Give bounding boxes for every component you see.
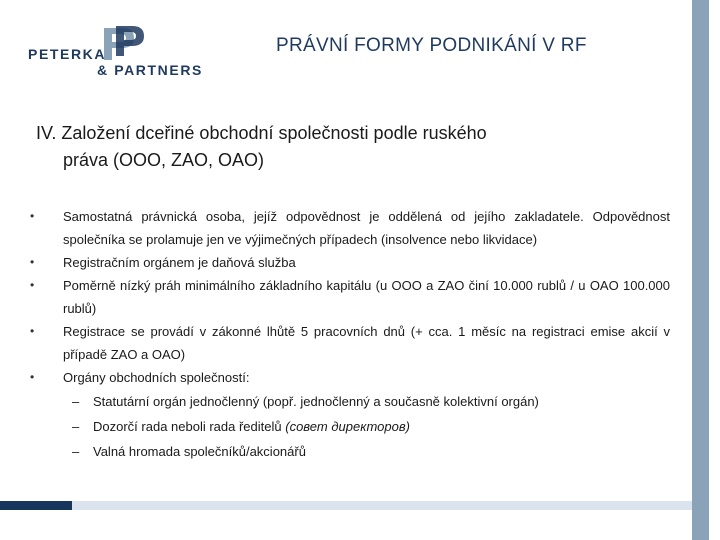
- bullet-marker: •: [30, 278, 35, 292]
- slide-title: PRÁVNÍ FORMY PODNIKÁNÍ V RF: [276, 35, 587, 56]
- dash-marker: –: [72, 444, 80, 459]
- section-heading: [36, 120, 662, 174]
- bullet-marker: •: [30, 255, 35, 269]
- list-item: [30, 205, 670, 251]
- list-item: [30, 274, 670, 320]
- sub-list-item: [63, 389, 670, 414]
- bottom-accent-light: [72, 501, 692, 510]
- list-item: [30, 320, 670, 366]
- dash-marker: –: [72, 394, 80, 409]
- bullet-text: Registrace se provádí v zákonné lhůtě 5 pracovních dnů (+ cca. 1 měsíc na registraci emise akcií v případě ZAO a OAO): [63, 324, 670, 362]
- pp-monogram-icon: [102, 26, 158, 62]
- heading-line1: IV. Založení dceřiné obchodní společnosti podle ruského: [36, 123, 487, 143]
- logo-line2: & PARTNERS: [97, 62, 203, 78]
- logo-line1: PETERKA: [28, 46, 107, 62]
- bullet-marker: •: [30, 324, 35, 338]
- sub-bullet-list: [63, 389, 670, 464]
- sub-bullet-text: Statutární orgán jednočlenný (popř. jednočlenný a současně kolektivní orgán): [93, 394, 539, 409]
- sub-bullet-text: Dozorčí rada neboli rada ředitelů: [93, 419, 286, 434]
- logo: [28, 26, 208, 78]
- sub-list-item: [63, 439, 670, 464]
- sub-list-item: [63, 414, 670, 439]
- bullet-text: Samostatná právnická osoba, jejíž odpovědnost je oddělená od jejího zakladatele. Odpovědnost společníka se prolamuje jen ve výjimečných případech (insolvence nebo likvidace): [63, 209, 670, 247]
- list-item: [30, 366, 670, 464]
- bullet-text: Orgány obchodních společností:: [63, 370, 250, 385]
- bullet-text: Registračním orgánem je daňová služba: [63, 255, 296, 270]
- right-accent-bar: [692, 0, 709, 540]
- dash-marker: –: [72, 419, 80, 434]
- bullet-marker: •: [30, 370, 35, 384]
- bullet-text: Poměrně nízký práh minimálního základního kapitálu (u OOO a ZAO činí 10.000 rublů / u OAO 100.000 rublů): [63, 278, 670, 316]
- list-item: [30, 251, 670, 274]
- heading-line2: práva (OOO, ZAO, OAO): [63, 150, 265, 170]
- sub-bullet-text: Valná hromada společníků/akcionářů: [93, 444, 306, 459]
- russian-term: (совет директоров): [285, 419, 410, 434]
- bullet-list: [30, 205, 670, 464]
- bullet-marker: •: [30, 209, 35, 223]
- bottom-accent-dark: [0, 501, 72, 510]
